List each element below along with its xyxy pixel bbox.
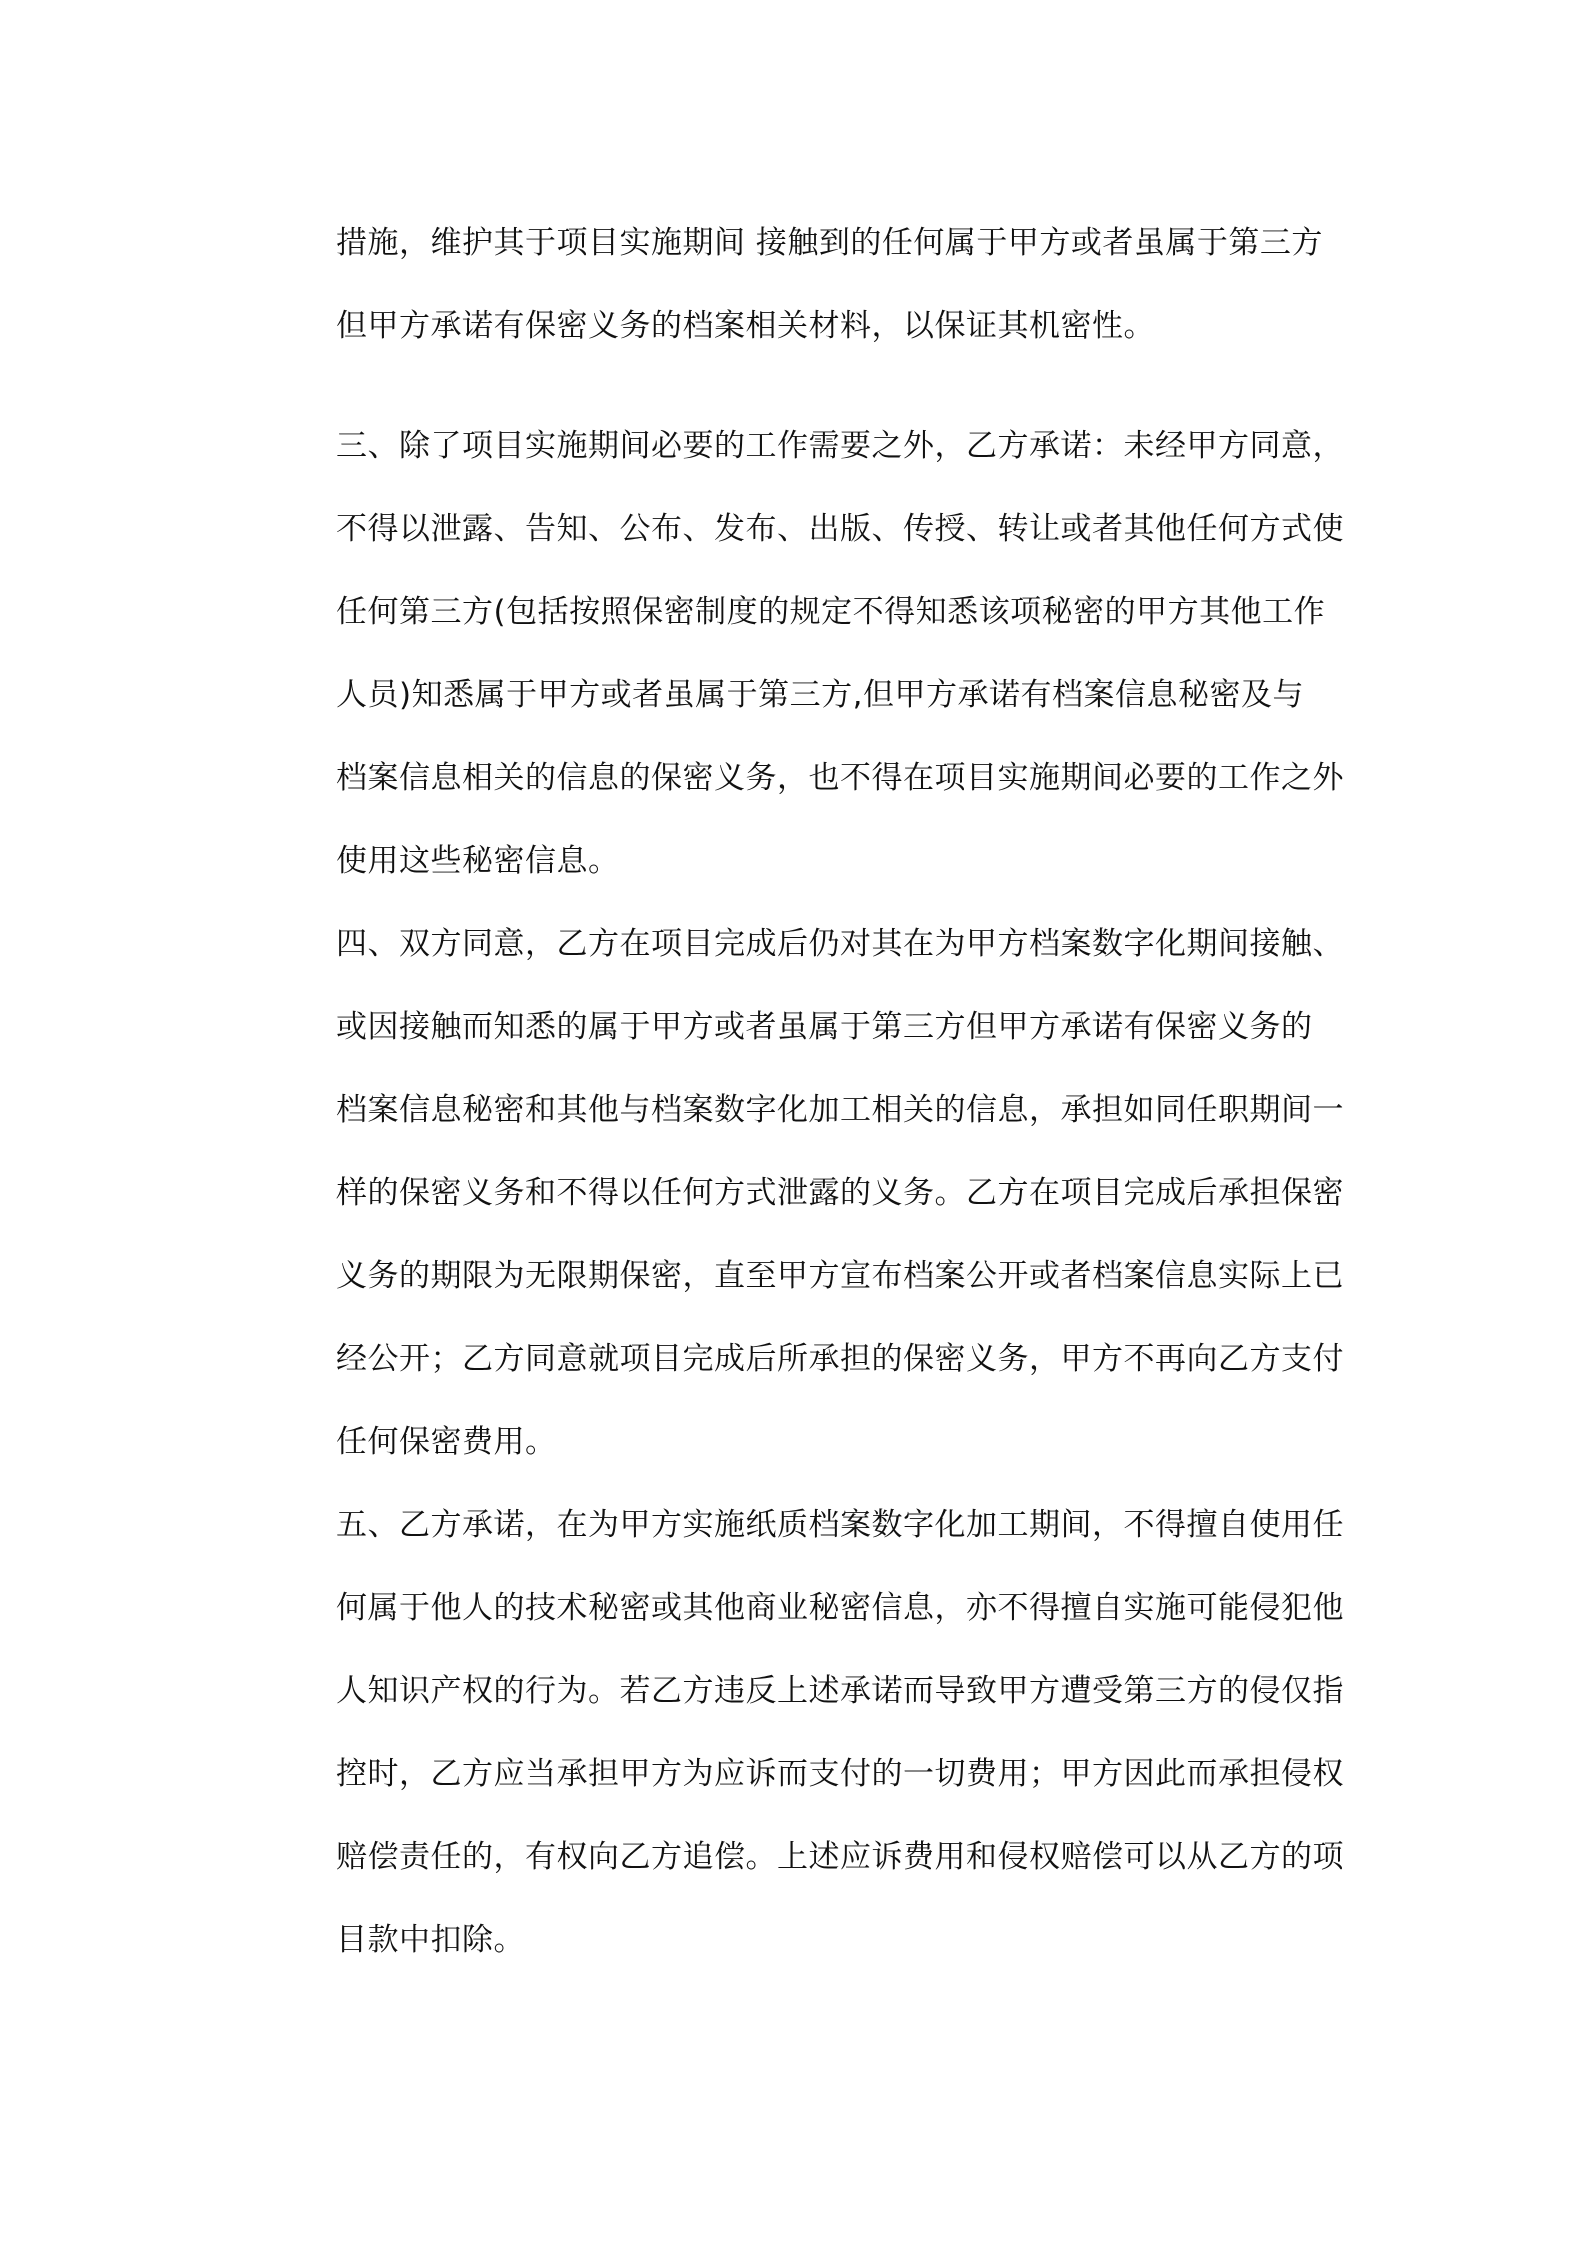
text-line: 四、双方同意，乙方在项目完成后仍对其在为甲方档案数字化期间接触、 [336, 926, 1344, 962]
text-line: 何属于他人的技术秘密或其他商业秘密信息，亦不得擅自实施可能侵犯他 [336, 1590, 1344, 1626]
text-line: 档案信息相关的信息的保密义务，也不得在项目实施期间必要的工作之外 [336, 760, 1344, 796]
text-line: 五、乙方承诺，在为甲方实施纸质档案数字化加工期间，不得擅自使用任 [336, 1507, 1344, 1543]
text-line: 使用这些秘密信息。 [336, 843, 620, 879]
text-line: 措施，维护其于项目实施期间 接触到的任何属于甲方或者虽属于第三方 [336, 225, 1323, 261]
text-line: 三、除了项目实施期间必要的工作需要之外，乙方承诺：未经甲方同意， [336, 428, 1344, 464]
text-line: 控时，乙方应当承担甲方为应诉而支付的一切费用；甲方因此而承担侵权 [336, 1756, 1344, 1792]
text-line: 任何保密费用。 [336, 1424, 557, 1460]
paragraph-confidentiality-measures [336, 202, 1346, 368]
text-line: 人员)知悉属于甲方或者虽属于第三方,但甲方承诺有档案信息秘密及与 [336, 677, 1304, 713]
paragraph-spacer [336, 368, 1346, 405]
text-line: 档案信息秘密和其他与档案数字化加工相关的信息，承担如同任职期间一 [336, 1092, 1344, 1128]
text-line: 人知识产权的行为。若乙方违反上述承诺而导致甲方遭受第三方的侵仅指 [336, 1673, 1344, 1709]
text-line: 赔偿责任的，有权向乙方追偿。上述应诉费用和侵权赔偿可以从乙方的项 [336, 1839, 1344, 1875]
paragraph-clause-five [336, 1484, 1346, 1982]
text-line: 义务的期限为无限期保密，直至甲方宣布档案公开或者档案信息实际上已 [336, 1258, 1344, 1294]
text-line: 但甲方承诺有保密义务的档案相关材料，以保证其机密性。 [336, 308, 1155, 344]
text-line: 经公开；乙方同意就项目完成后所承担的保密义务，甲方不再向乙方支付 [336, 1341, 1344, 1377]
document-body [336, 202, 1346, 1982]
text-line: 不得以泄露、告知、公布、发布、出版、传授、转让或者其他任何方式使 [336, 511, 1344, 547]
paragraph-clause-three [336, 405, 1346, 903]
paragraph-clause-four [336, 903, 1346, 1484]
text-line: 任何第三方(包括按照保密制度的规定不得知悉该项秘密的甲方其他工作 [336, 594, 1326, 630]
text-line: 目款中扣除。 [336, 1922, 525, 1958]
text-line: 或因接触而知悉的属于甲方或者虽属于第三方但甲方承诺有保密义务的 [336, 1009, 1313, 1045]
text-line: 样的保密义务和不得以任何方式泄露的义务。乙方在项目完成后承担保密 [336, 1175, 1344, 1211]
